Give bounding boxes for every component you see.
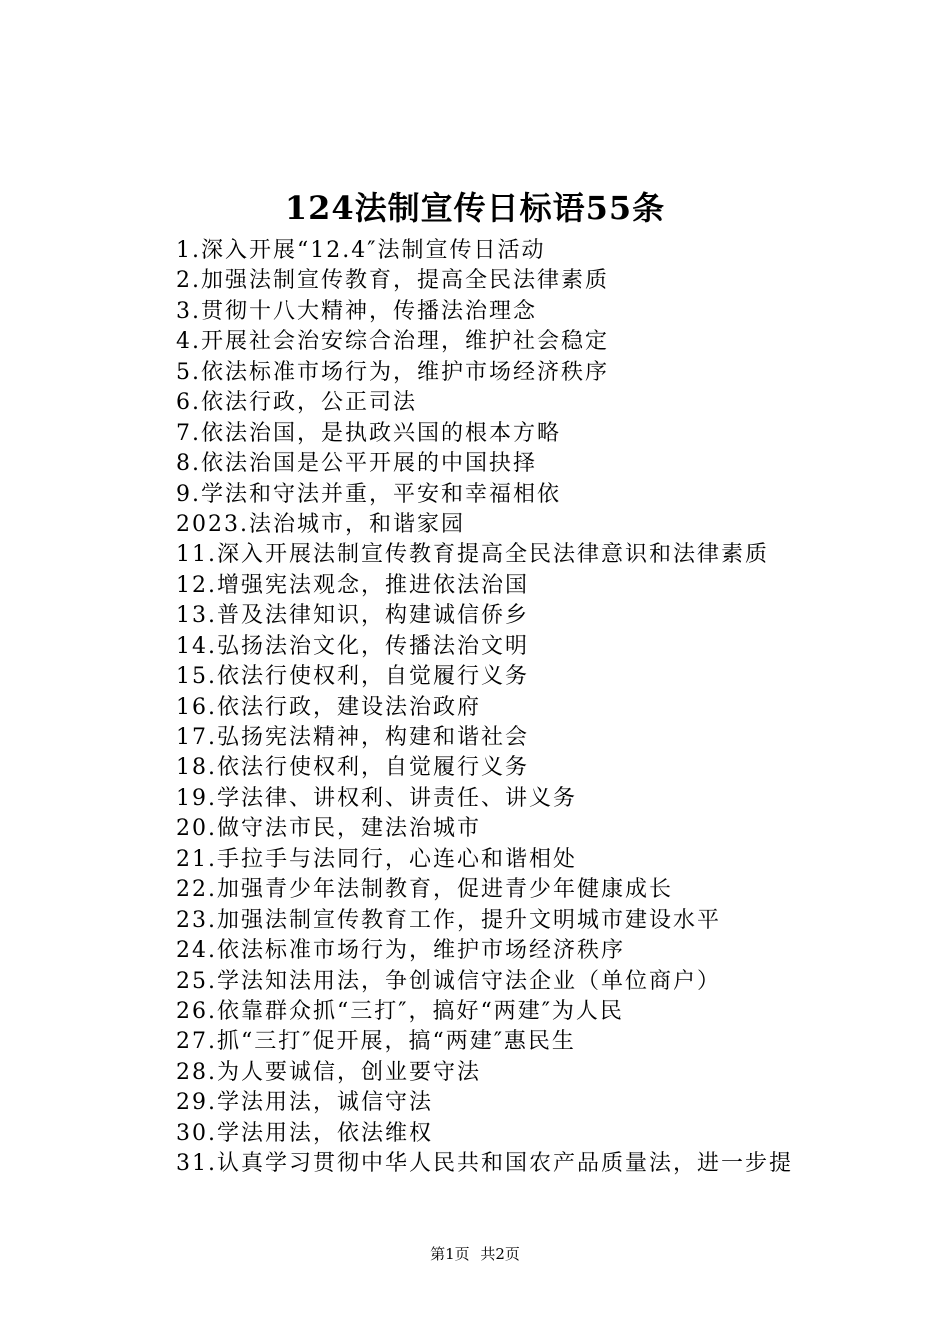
slogan-item: 18.依法行使权利，自觉履行义务 xyxy=(176,755,529,781)
page-footer xyxy=(0,1243,950,1265)
slogan-item: 19.学法律、讲权利、讲责任、讲义务 xyxy=(176,785,577,811)
slogan-item: 3.贯彻十八大精神，传播法治理念 xyxy=(176,298,537,324)
slogan-item: 22.加强青少年法制教育，促进青少年健康成长 xyxy=(176,877,673,903)
slogan-item: 4.开展社会治安综合治理，维护社会稳定 xyxy=(176,329,609,355)
slogan-item: 31.认真学习贯彻中华人民共和国农产品质量法，进一步提 xyxy=(176,1151,793,1177)
slogan-item: 13.普及法律知识，构建诚信侨乡 xyxy=(176,603,529,629)
slogan-item: 5.依法标准市场行为，维护市场经济秩序 xyxy=(176,359,609,385)
slogan-item: 27.抓“三打″促开展，搞“两建″惠民生 xyxy=(176,1029,576,1055)
slogan-item: 24.依法标准市场行为，维护市场经济秩序 xyxy=(176,938,625,964)
document-title: 124法制宣传日标语55条 xyxy=(284,189,666,227)
page-total: 共2页 xyxy=(480,1245,520,1263)
slogan-item: 23.加强法制宣传教育工作，提升文明城市建设水平 xyxy=(176,907,721,933)
slogan-item: 14.弘扬法治文化，传播法治文明 xyxy=(176,633,529,659)
slogan-list xyxy=(176,236,876,1180)
slogan-item: 17.弘扬宪法精神，构建和谐社会 xyxy=(176,725,529,750)
slogan-item: 16.依法行政，建设法治政府 xyxy=(176,694,481,720)
slogan-item: 9.学法和守法并重，平安和幸福相依 xyxy=(176,481,561,507)
slogan-item: 26.依靠群众抓“三打″，搞好“两建″为人民 xyxy=(176,998,624,1024)
slogan-item: 6.依法行政，公正司法 xyxy=(176,390,417,416)
slogan-item: 15.依法行使权利，自觉履行义务 xyxy=(176,664,529,690)
page-number: 第1页 xyxy=(430,1245,470,1263)
slogan-item: 11.深入开展法制宣传教育提高全民法律意识和法律素质 xyxy=(176,542,769,568)
slogan-item: 2023.法治城市，和谐家园 xyxy=(176,511,465,537)
slogan-item: 30.学法用法，依法维权 xyxy=(176,1120,433,1146)
slogan-item: 28.为人要诚信，创业要守法 xyxy=(176,1059,481,1085)
slogan-item: 25.学法知法用法，争创诚信守法企业（单位商户） xyxy=(176,968,721,994)
slogan-item: 8.依法治国是公平开展的中国抉择 xyxy=(176,451,537,477)
slogan-item: 29.学法用法，诚信守法 xyxy=(176,1090,433,1116)
slogan-item: 1.深入开展“12.4″法制宣传日活动 xyxy=(176,238,546,263)
slogan-item: 20.做守法市民，建法治城市 xyxy=(176,816,481,842)
slogan-item: 7.依法治国，是执政兴国的根本方略 xyxy=(176,420,561,446)
slogan-item: 21.手拉手与法同行，心连心和谐相处 xyxy=(176,846,577,872)
slogan-item: 12.增强宪法观念，推进依法治国 xyxy=(176,572,529,598)
slogan-item: 2.加强法制宣传教育，提高全民法律素质 xyxy=(176,268,609,294)
